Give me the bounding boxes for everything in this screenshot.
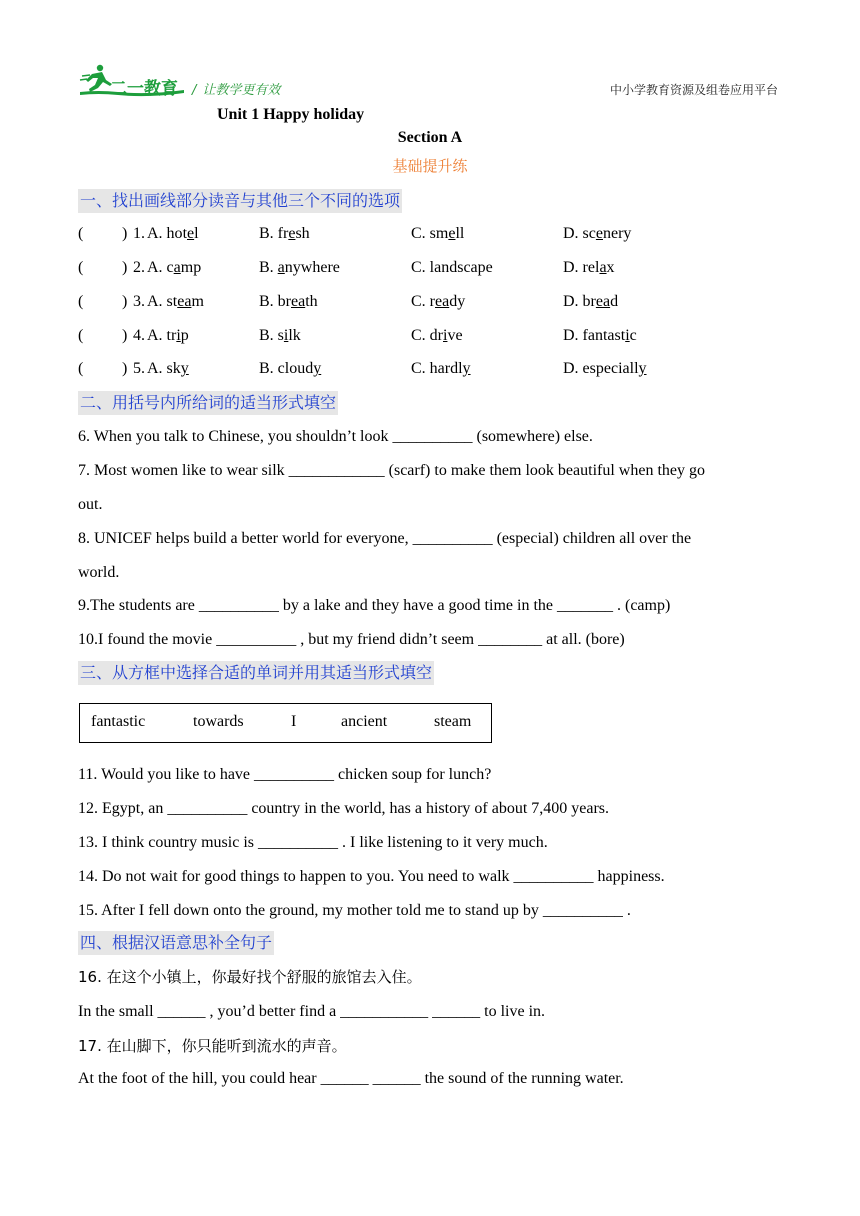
answer-paren-open: ( <box>78 360 84 377</box>
underlined-letters: ea <box>595 293 611 310</box>
option-c <box>411 359 471 379</box>
question-10: 10.I found the movie __________ , but my friend didn’t seem ________ at all. (bore) <box>78 631 625 648</box>
question-8: 8. UNICEF helps build a better world for everyone, __________ (especial) children all over the <box>78 530 692 547</box>
question-8-cont: world. <box>78 564 120 581</box>
option-text: A. c <box>147 259 174 276</box>
underlined-letters: y <box>313 360 322 377</box>
word-option: towards <box>193 713 244 730</box>
option-text: A. sk <box>147 360 181 377</box>
option-text: B. cloud <box>259 360 314 377</box>
option-text: m <box>191 293 204 310</box>
platform-name: 中小学教育资源及组卷应用平台 <box>609 83 778 97</box>
option-d <box>563 326 637 346</box>
answer-paren-open: ( <box>78 327 84 344</box>
option-c <box>411 326 463 346</box>
option-a <box>147 258 201 278</box>
option-d <box>563 224 631 244</box>
underlined-letters: e <box>448 225 456 242</box>
option-text: C. hardl <box>411 360 463 377</box>
option-text: A. st <box>147 293 178 310</box>
question-number: 2. <box>133 259 145 276</box>
brand-name: 二一教育 <box>110 79 178 99</box>
option-text: nywhere <box>284 259 340 276</box>
option-text: B. s <box>259 327 284 344</box>
underlined-letters: i <box>283 327 289 344</box>
question-16-chinese: 16. 在这个小镇上，你最好找个舒服的旅馆去入住。 <box>78 968 422 986</box>
option-a <box>147 224 199 244</box>
option-text: C. landscape <box>411 259 493 276</box>
unit-title: Unit 1 Happy holiday <box>217 106 365 123</box>
underlined-letters: a <box>277 259 285 276</box>
word-option: steam <box>434 713 472 730</box>
question-7: 7. Most women like to wear silk ____________ (scarf) to make them look beautiful when they go <box>78 462 705 479</box>
underlined-letters: i <box>176 327 181 344</box>
section-heading-4: 四、根据汉语意思补全句子 <box>78 931 274 955</box>
answer-paren-close: ) <box>122 225 128 242</box>
underlined-letters: ea <box>177 293 192 310</box>
answer-paren-close: ) <box>122 259 128 276</box>
option-text: c <box>629 327 637 344</box>
option-text: A. tr <box>147 327 177 344</box>
underlined-letters: e <box>288 225 296 242</box>
word-option: fantastic <box>91 713 146 730</box>
option-d <box>563 292 618 312</box>
option-text: nery <box>603 225 632 242</box>
option-b <box>259 292 318 312</box>
option-b <box>259 224 310 244</box>
page-header <box>78 62 778 102</box>
option-text: B. <box>259 259 278 276</box>
question-number: 1. <box>133 225 145 242</box>
option-text: D. especiall <box>563 360 639 377</box>
option-d <box>563 359 647 379</box>
question-7-cont: out. <box>78 496 103 513</box>
question-number: 5. <box>133 360 145 377</box>
option-text: dy <box>449 293 466 310</box>
section-heading-1: 一、找出画线部分读音与其他三个不同的选项 <box>78 189 402 213</box>
question-17-chinese: 17. 在山脚下，你只能听到流水的声音。 <box>78 1037 347 1055</box>
underlined-letters: y <box>638 360 647 377</box>
answer-paren-close: ) <box>122 360 128 377</box>
underlined-letters: i <box>443 327 448 344</box>
option-text: th <box>305 293 318 310</box>
question-16: In the small ______ , you’d better find a ___________ ______ to live in. <box>78 1003 546 1020</box>
question-9: 9.The students are __________ by a lake and they have a good time in the _______ . (camp) <box>78 597 671 614</box>
option-text: D. sc <box>563 225 596 242</box>
option-a <box>147 292 204 312</box>
section-heading-3: 三、从方框中选择合适的单词并用其适当形式填空 <box>78 661 434 685</box>
option-text: sh <box>295 225 310 242</box>
option-d <box>563 258 615 278</box>
question-14: 14. Do not wait for good things to happen to you. You need to walk __________ happiness. <box>78 868 665 885</box>
option-a <box>147 359 189 379</box>
question-6: 6. When you talk to Chinese, you shouldn’t look __________ (somewhere) else. <box>78 428 593 445</box>
option-text: B. br <box>259 293 291 310</box>
underlined-letters: e <box>595 225 603 242</box>
answer-paren-open: ( <box>78 259 84 276</box>
question-13: 13. I think country music is __________ . I like listening to it very much. <box>78 834 548 851</box>
question-number: 4. <box>133 327 145 344</box>
option-text: D. rel <box>563 259 600 276</box>
option-text: C. r <box>411 293 435 310</box>
section-title: Section A <box>397 129 463 146</box>
answer-paren-close: ) <box>122 293 128 310</box>
option-c <box>411 292 465 312</box>
option-text: A. ho <box>147 225 183 242</box>
underlined-letters: ea <box>435 293 450 310</box>
option-text: d <box>610 293 619 310</box>
option-a <box>147 326 189 346</box>
option-text: C. dr <box>411 327 443 344</box>
option-c <box>411 258 493 278</box>
answer-paren-open: ( <box>78 225 84 242</box>
question-17: At the foot of the hill, you could hear ______ ______ the sound of the running water. <box>78 1070 624 1087</box>
underlined-letters: y <box>462 360 471 377</box>
section-heading-2: 二、用括号内所给词的适当形式填空 <box>78 391 338 415</box>
underlined-letters: ea <box>291 293 306 310</box>
question-15: 15. After I fell down onto the ground, my mother told me to stand up by __________ . <box>78 902 631 919</box>
slogan: / 让教学更有效 <box>192 83 281 98</box>
option-b <box>259 359 321 379</box>
underlined-letters: i <box>625 327 630 344</box>
option-text: B. fr <box>259 225 289 242</box>
option-c <box>411 224 464 244</box>
option-b <box>259 258 340 278</box>
level-title: 基础提升练 <box>392 157 468 175</box>
underlined-letters: y <box>180 360 189 377</box>
option-text: mp <box>180 259 202 276</box>
option-text: ve <box>447 327 463 344</box>
underlined-letters: e <box>187 225 195 242</box>
question-12: 12. Egypt, an __________ country in the world, has a history of about 7,400 years. <box>78 800 610 817</box>
option-text: l <box>194 225 199 242</box>
option-text: t <box>182 225 188 242</box>
option-text: lk <box>288 327 301 344</box>
option-text: D. br <box>563 293 596 310</box>
option-text: ll <box>455 225 465 242</box>
question-11: 11. Would you like to have __________ chicken soup for lunch? <box>78 766 492 783</box>
option-b <box>259 326 301 346</box>
option-text: C. sm <box>411 225 449 242</box>
word-box <box>79 703 492 743</box>
underlined-letters: a <box>599 259 607 276</box>
answer-paren-open: ( <box>78 293 84 310</box>
option-text: p <box>180 327 189 344</box>
word-option: I <box>291 713 297 730</box>
option-text: x <box>606 259 615 276</box>
underlined-letters: a <box>173 259 181 276</box>
word-option: ancient <box>341 713 388 730</box>
question-number: 3. <box>133 293 145 310</box>
answer-paren-close: ) <box>122 327 128 344</box>
option-text: D. fantast <box>563 327 626 344</box>
